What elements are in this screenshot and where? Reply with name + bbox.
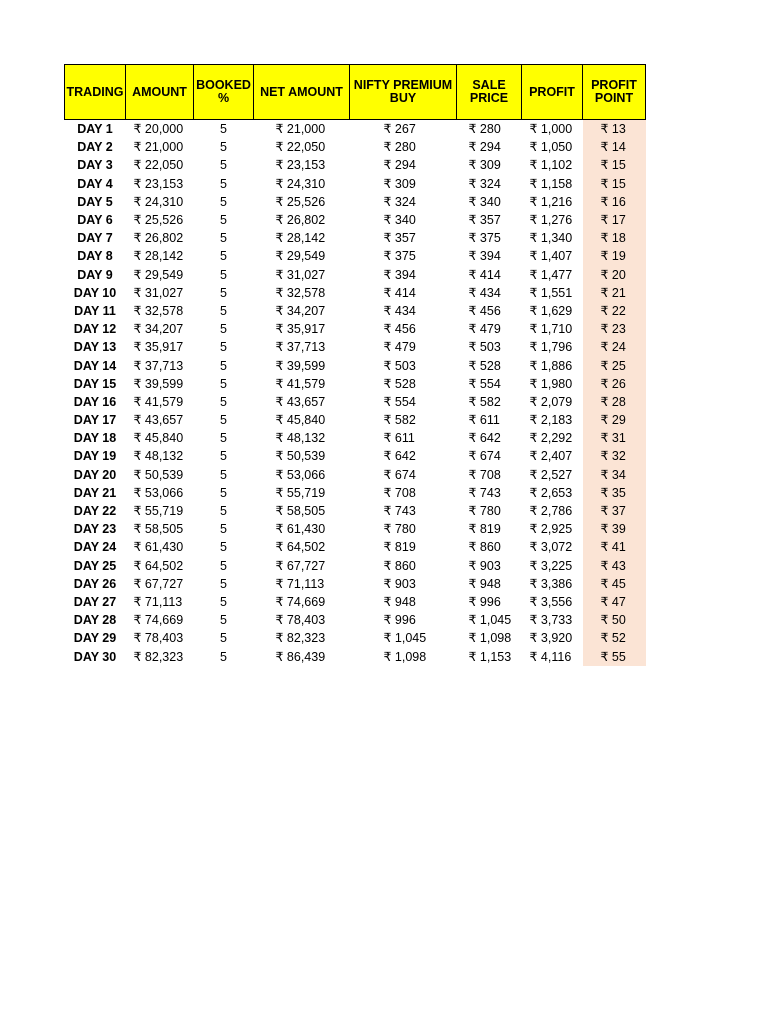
cell-amount: ₹ 82,323 (133, 649, 184, 664)
cell-day: DAY 2 (77, 140, 113, 155)
cell-sale-price: ₹ 743 (468, 485, 501, 500)
cell-nifty-premium-buy: ₹ 819 (383, 540, 416, 555)
cell-amount: ₹ 48,132 (133, 449, 184, 464)
cell-booked-percent: 5 (220, 485, 227, 500)
header-sale-price: SALE PRICE (457, 65, 522, 120)
cell-sale-price: ₹ 1,098 (468, 631, 512, 646)
cell-net-amount: ₹ 39,599 (275, 358, 326, 373)
cell-profit-point: ₹ 15 (583, 175, 646, 193)
cell-booked-percent: 5 (220, 540, 227, 555)
cell-sale-price: ₹ 860 (468, 540, 501, 555)
cell-profit: ₹ 1,407 (529, 249, 573, 264)
cell-day: DAY 19 (73, 449, 117, 464)
cell-net-amount: ₹ 25,526 (275, 194, 326, 209)
table-row (65, 647, 646, 665)
cell-booked-percent: 5 (220, 340, 227, 355)
cell-profit-point: ₹ 35 (583, 484, 646, 502)
cell-profit-point: ₹ 31 (583, 429, 646, 447)
cell-sale-price: ₹ 819 (468, 522, 501, 537)
cell-amount: ₹ 53,066 (133, 485, 184, 500)
table-row (65, 175, 646, 193)
cell-amount: ₹ 74,669 (133, 613, 184, 628)
cell-day: DAY 5 (77, 194, 113, 209)
header-net-amount: NET AMOUNT (254, 65, 350, 120)
cell-day: DAY 3 (77, 158, 113, 173)
cell-net-amount: ₹ 55,719 (275, 485, 326, 500)
table-row (65, 302, 646, 320)
cell-amount: ₹ 22,050 (133, 158, 184, 173)
header-booked-percent: BOOKED % (194, 65, 254, 120)
cell-nifty-premium-buy: ₹ 280 (383, 140, 416, 155)
cell-sale-price: ₹ 309 (468, 158, 501, 173)
cell-nifty-premium-buy: ₹ 996 (383, 613, 416, 628)
cell-day: DAY 20 (73, 467, 117, 482)
cell-net-amount: ₹ 21,000 (275, 122, 326, 137)
cell-nifty-premium-buy: ₹ 375 (383, 249, 416, 264)
cell-day: DAY 6 (77, 213, 113, 228)
cell-nifty-premium-buy: ₹ 503 (383, 358, 416, 373)
cell-profit: ₹ 2,079 (529, 394, 573, 409)
cell-nifty-premium-buy: ₹ 324 (383, 194, 416, 209)
table-row (65, 557, 646, 575)
cell-booked-percent: 5 (220, 504, 227, 519)
cell-day: DAY 4 (77, 176, 113, 191)
cell-profit-point: ₹ 37 (583, 502, 646, 520)
cell-amount: ₹ 25,526 (133, 213, 184, 228)
cell-nifty-premium-buy: ₹ 479 (383, 340, 416, 355)
cell-sale-price: ₹ 434 (468, 285, 501, 300)
cell-day: DAY 30 (73, 649, 117, 664)
cell-profit-point: ₹ 25 (583, 356, 646, 374)
cell-net-amount: ₹ 22,050 (275, 140, 326, 155)
cell-booked-percent: 5 (220, 231, 227, 246)
cell-sale-price: ₹ 708 (468, 467, 501, 482)
cell-amount: ₹ 20,000 (133, 122, 184, 137)
cell-net-amount: ₹ 28,142 (275, 231, 326, 246)
cell-profit-point: ₹ 28 (583, 393, 646, 411)
cell-net-amount: ₹ 41,579 (275, 376, 326, 391)
cell-amount: ₹ 58,505 (133, 522, 184, 537)
cell-profit-point: ₹ 47 (583, 593, 646, 611)
cell-profit: ₹ 2,183 (529, 413, 573, 428)
table-row (65, 411, 646, 429)
cell-nifty-premium-buy: ₹ 414 (383, 285, 416, 300)
cell-amount: ₹ 35,917 (133, 340, 184, 355)
cell-net-amount: ₹ 71,113 (275, 576, 325, 591)
table-row (65, 120, 646, 139)
cell-booked-percent: 5 (220, 431, 227, 446)
cell-sale-price: ₹ 294 (468, 140, 501, 155)
cell-sale-price: ₹ 479 (468, 322, 501, 337)
table-row (65, 593, 646, 611)
cell-profit: ₹ 1,886 (529, 358, 573, 373)
cell-net-amount: ₹ 50,539 (275, 449, 326, 464)
cell-nifty-premium-buy: ₹ 267 (383, 122, 416, 137)
cell-profit-point: ₹ 17 (583, 211, 646, 229)
cell-sale-price: ₹ 503 (468, 340, 501, 355)
cell-day: DAY 16 (73, 394, 117, 409)
cell-nifty-premium-buy: ₹ 340 (383, 213, 416, 228)
cell-profit: ₹ 2,653 (529, 485, 573, 500)
cell-nifty-premium-buy: ₹ 708 (383, 485, 416, 500)
cell-day: DAY 25 (73, 558, 117, 573)
cell-booked-percent: 5 (220, 194, 227, 209)
cell-net-amount: ₹ 23,153 (275, 158, 326, 173)
cell-sale-price: ₹ 1,045 (468, 613, 512, 628)
cell-booked-percent: 5 (220, 140, 227, 155)
cell-profit-point: ₹ 22 (583, 302, 646, 320)
cell-sale-price: ₹ 611 (468, 413, 500, 428)
cell-net-amount: ₹ 37,713 (275, 340, 326, 355)
table-row (65, 138, 646, 156)
cell-net-amount: ₹ 29,549 (275, 249, 326, 264)
cell-profit: ₹ 4,116 (529, 649, 572, 664)
cell-nifty-premium-buy: ₹ 743 (383, 504, 416, 519)
cell-sale-price: ₹ 456 (468, 303, 501, 318)
cell-net-amount: ₹ 32,578 (275, 285, 326, 300)
cell-sale-price: ₹ 996 (468, 594, 501, 609)
cell-profit-point: ₹ 24 (583, 338, 646, 356)
cell-nifty-premium-buy: ₹ 554 (383, 394, 416, 409)
cell-profit: ₹ 2,527 (529, 467, 573, 482)
table-row (65, 247, 646, 265)
cell-day: DAY 7 (77, 231, 113, 246)
cell-sale-price: ₹ 948 (468, 576, 501, 591)
cell-sale-price: ₹ 903 (468, 558, 501, 573)
cell-profit: ₹ 2,925 (529, 522, 573, 537)
cell-amount: ₹ 21,000 (133, 140, 184, 155)
cell-net-amount: ₹ 64,502 (275, 540, 326, 555)
cell-profit: ₹ 1,340 (529, 231, 573, 246)
cell-booked-percent: 5 (220, 267, 227, 282)
cell-profit: ₹ 1,102 (529, 158, 573, 173)
cell-amount: ₹ 32,578 (133, 303, 184, 318)
cell-amount: ₹ 26,802 (133, 231, 184, 246)
cell-profit: ₹ 1,980 (529, 376, 573, 391)
cell-profit: ₹ 3,920 (529, 631, 573, 646)
header-trading: TRADING (65, 65, 126, 120)
cell-net-amount: ₹ 82,323 (275, 631, 326, 646)
trading-table (64, 64, 646, 666)
table-row (65, 575, 646, 593)
cell-booked-percent: 5 (220, 649, 227, 664)
cell-day: DAY 27 (73, 594, 117, 609)
cell-profit: ₹ 2,407 (529, 449, 573, 464)
cell-profit: ₹ 1,477 (529, 267, 573, 282)
cell-day: DAY 28 (73, 613, 117, 628)
cell-day: DAY 17 (73, 413, 117, 428)
cell-profit: ₹ 1,629 (529, 303, 573, 318)
cell-net-amount: ₹ 34,207 (275, 303, 326, 318)
cell-profit-point: ₹ 23 (583, 320, 646, 338)
cell-amount: ₹ 37,713 (133, 358, 184, 373)
cell-day: DAY 24 (73, 540, 117, 555)
cell-profit-point: ₹ 55 (583, 647, 646, 665)
cell-amount: ₹ 28,142 (133, 249, 184, 264)
cell-nifty-premium-buy: ₹ 1,098 (383, 649, 427, 664)
cell-sale-price: ₹ 324 (468, 176, 501, 191)
table-row (65, 338, 646, 356)
cell-nifty-premium-buy: ₹ 582 (383, 413, 416, 428)
cell-amount: ₹ 34,207 (133, 322, 184, 337)
cell-profit-point: ₹ 13 (583, 120, 646, 139)
cell-amount: ₹ 71,113 (133, 594, 183, 609)
cell-nifty-premium-buy: ₹ 948 (383, 594, 416, 609)
cell-day: DAY 21 (73, 485, 117, 500)
cell-net-amount: ₹ 67,727 (275, 558, 326, 573)
table-row (65, 484, 646, 502)
cell-profit-point: ₹ 20 (583, 266, 646, 284)
table-row (65, 211, 646, 229)
cell-nifty-premium-buy: ₹ 780 (383, 522, 416, 537)
cell-nifty-premium-buy: ₹ 611 (383, 431, 415, 446)
cell-profit-point: ₹ 29 (583, 411, 646, 429)
cell-amount: ₹ 39,599 (133, 376, 184, 391)
cell-amount: ₹ 43,657 (133, 413, 184, 428)
table-row (65, 538, 646, 556)
cell-booked-percent: 5 (220, 249, 227, 264)
cell-booked-percent: 5 (220, 122, 227, 137)
header-profit-point: PROFIT POINT (583, 65, 646, 120)
cell-day: DAY 1 (77, 122, 113, 137)
cell-net-amount: ₹ 74,669 (275, 594, 326, 609)
cell-day: DAY 8 (77, 249, 113, 264)
cell-profit-point: ₹ 21 (583, 284, 646, 302)
cell-net-amount: ₹ 86,439 (275, 649, 326, 664)
cell-profit-point: ₹ 18 (583, 229, 646, 247)
cell-profit: ₹ 3,225 (529, 558, 573, 573)
cell-amount: ₹ 55,719 (133, 504, 184, 519)
cell-booked-percent: 5 (220, 213, 227, 228)
cell-amount: ₹ 41,579 (133, 394, 184, 409)
cell-amount: ₹ 50,539 (133, 467, 184, 482)
cell-nifty-premium-buy: ₹ 434 (383, 303, 416, 318)
cell-profit-point: ₹ 32 (583, 447, 646, 465)
table-row (65, 502, 646, 520)
cell-nifty-premium-buy: ₹ 357 (383, 231, 416, 246)
cell-nifty-premium-buy: ₹ 674 (383, 467, 416, 482)
cell-amount: ₹ 61,430 (133, 540, 184, 555)
table-row (65, 466, 646, 484)
cell-profit: ₹ 1,796 (529, 340, 573, 355)
cell-profit-point: ₹ 19 (583, 247, 646, 265)
cell-net-amount: ₹ 78,403 (275, 613, 326, 628)
cell-amount: ₹ 78,403 (133, 631, 184, 646)
cell-net-amount: ₹ 43,657 (275, 394, 326, 409)
cell-profit: ₹ 3,386 (529, 576, 573, 591)
cell-net-amount: ₹ 53,066 (275, 467, 326, 482)
cell-day: DAY 18 (73, 431, 117, 446)
cell-booked-percent: 5 (220, 631, 227, 646)
header-profit: PROFIT (522, 65, 583, 120)
cell-net-amount: ₹ 45,840 (275, 413, 326, 428)
cell-profit-point: ₹ 45 (583, 575, 646, 593)
cell-day: DAY 15 (73, 376, 117, 391)
cell-profit: ₹ 2,292 (529, 431, 573, 446)
cell-profit: ₹ 1,710 (529, 322, 573, 337)
cell-profit-point: ₹ 34 (583, 466, 646, 484)
cell-day: DAY 9 (77, 267, 113, 282)
cell-profit-point: ₹ 43 (583, 557, 646, 575)
cell-profit-point: ₹ 41 (583, 538, 646, 556)
cell-profit: ₹ 1,216 (529, 194, 573, 209)
table-row (65, 375, 646, 393)
cell-sale-price: ₹ 642 (468, 431, 501, 446)
table-row (65, 520, 646, 538)
cell-nifty-premium-buy: ₹ 642 (383, 449, 416, 464)
cell-sale-price: ₹ 414 (468, 267, 501, 282)
cell-profit: ₹ 3,556 (529, 594, 573, 609)
cell-sale-price: ₹ 528 (468, 358, 501, 373)
cell-profit-point: ₹ 52 (583, 629, 646, 647)
cell-day: DAY 12 (73, 322, 117, 337)
cell-profit: ₹ 1,050 (529, 140, 573, 155)
cell-sale-price: ₹ 1,153 (468, 649, 512, 664)
cell-amount: ₹ 23,153 (133, 176, 184, 191)
cell-nifty-premium-buy: ₹ 1,045 (383, 631, 427, 646)
cell-sale-price: ₹ 280 (468, 122, 501, 137)
cell-nifty-premium-buy: ₹ 903 (383, 576, 416, 591)
cell-day: DAY 11 (74, 303, 116, 318)
header-amount: AMOUNT (126, 65, 194, 120)
table-row (65, 320, 646, 338)
cell-net-amount: ₹ 35,917 (275, 322, 326, 337)
cell-amount: ₹ 29,549 (133, 267, 184, 282)
cell-day: DAY 13 (73, 340, 117, 355)
cell-booked-percent: 5 (220, 176, 227, 191)
cell-net-amount: ₹ 26,802 (275, 213, 326, 228)
cell-sale-price: ₹ 554 (468, 376, 501, 391)
cell-nifty-premium-buy: ₹ 456 (383, 322, 416, 337)
cell-profit: ₹ 3,072 (529, 540, 573, 555)
cell-day: DAY 23 (73, 522, 117, 537)
cell-booked-percent: 5 (220, 285, 227, 300)
cell-nifty-premium-buy: ₹ 309 (383, 176, 416, 191)
cell-sale-price: ₹ 780 (468, 504, 501, 519)
cell-profit: ₹ 1,158 (529, 176, 573, 191)
cell-booked-percent: 5 (220, 522, 227, 537)
cell-profit-point: ₹ 16 (583, 193, 646, 211)
cell-sale-price: ₹ 674 (468, 449, 501, 464)
cell-sale-price: ₹ 375 (468, 231, 501, 246)
cell-profit-point: ₹ 15 (583, 156, 646, 174)
cell-amount: ₹ 64,502 (133, 558, 184, 573)
cell-net-amount: ₹ 31,027 (275, 267, 326, 282)
cell-booked-percent: 5 (220, 413, 227, 428)
table-row (65, 356, 646, 374)
cell-nifty-premium-buy: ₹ 860 (383, 558, 416, 573)
cell-booked-percent: 5 (220, 158, 227, 173)
cell-booked-percent: 5 (220, 376, 227, 391)
cell-booked-percent: 5 (220, 303, 227, 318)
table-row (65, 156, 646, 174)
cell-amount: ₹ 67,727 (133, 576, 184, 591)
cell-amount: ₹ 31,027 (133, 285, 184, 300)
cell-booked-percent: 5 (220, 467, 227, 482)
cell-nifty-premium-buy: ₹ 528 (383, 376, 416, 391)
table-row (65, 284, 646, 302)
table-body (65, 120, 646, 666)
cell-profit-point: ₹ 39 (583, 520, 646, 538)
cell-sale-price: ₹ 340 (468, 194, 501, 209)
cell-booked-percent: 5 (220, 449, 227, 464)
cell-amount: ₹ 45,840 (133, 431, 184, 446)
cell-day: DAY 26 (73, 576, 117, 591)
cell-profit: ₹ 1,000 (529, 122, 573, 137)
cell-amount: ₹ 24,310 (133, 194, 184, 209)
cell-booked-percent: 5 (220, 594, 227, 609)
cell-profit-point: ₹ 50 (583, 611, 646, 629)
cell-profit-point: ₹ 14 (583, 138, 646, 156)
cell-day: DAY 22 (73, 504, 117, 519)
cell-booked-percent: 5 (220, 613, 227, 628)
table-row (65, 629, 646, 647)
cell-booked-percent: 5 (220, 322, 227, 337)
cell-booked-percent: 5 (220, 394, 227, 409)
cell-net-amount: ₹ 48,132 (275, 431, 326, 446)
header-row (65, 65, 646, 120)
cell-day: DAY 10 (73, 285, 117, 300)
table-row (65, 229, 646, 247)
cell-net-amount: ₹ 58,505 (275, 504, 326, 519)
cell-nifty-premium-buy: ₹ 294 (383, 158, 416, 173)
cell-day: DAY 29 (73, 631, 117, 646)
cell-profit: ₹ 1,276 (529, 213, 573, 228)
cell-nifty-premium-buy: ₹ 394 (383, 267, 416, 282)
cell-booked-percent: 5 (220, 558, 227, 573)
table-row (65, 611, 646, 629)
header-nifty-premium-buy: NIFTY PREMIUM BUY (350, 65, 457, 120)
table-row (65, 193, 646, 211)
cell-net-amount: ₹ 24,310 (275, 176, 326, 191)
cell-profit: ₹ 1,551 (529, 285, 573, 300)
cell-day: DAY 14 (73, 358, 117, 373)
cell-profit: ₹ 3,733 (529, 613, 573, 628)
cell-booked-percent: 5 (220, 358, 227, 373)
table-row (65, 393, 646, 411)
table-row (65, 447, 646, 465)
table-row (65, 266, 646, 284)
cell-sale-price: ₹ 394 (468, 249, 501, 264)
cell-profit-point: ₹ 26 (583, 375, 646, 393)
cell-sale-price: ₹ 582 (468, 394, 501, 409)
cell-booked-percent: 5 (220, 576, 227, 591)
cell-sale-price: ₹ 357 (468, 213, 501, 228)
table-row (65, 429, 646, 447)
cell-profit: ₹ 2,786 (529, 504, 573, 519)
cell-net-amount: ₹ 61,430 (275, 522, 326, 537)
